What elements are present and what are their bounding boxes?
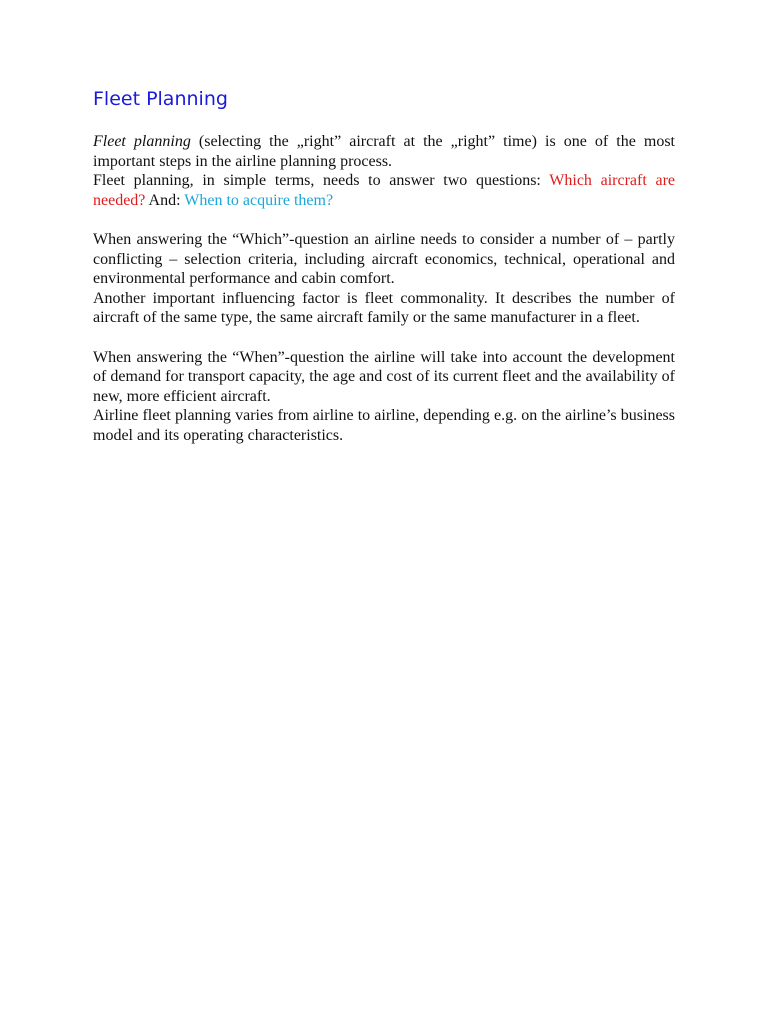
paragraph-intro-text: (selecting the „right” aircraft at the „right” time) is one of the most important steps in the airline planning process. — [93, 133, 676, 170]
paragraph-questions — [93, 171, 675, 210]
paragraph-gap — [93, 328, 675, 348]
question-when: When to acquire them? — [184, 191, 334, 209]
paragraph-when-question: When answering the “When”-question the airline will take into account the development of demand for transport capacity, the age and cost of its current fleet and the availability of new, more efficient aircraft. — [93, 348, 675, 405]
question-connector: And: — [145, 191, 185, 209]
page-title: Fleet Planning — [93, 88, 228, 110]
paragraph-intro — [93, 132, 675, 171]
paragraph-gap — [93, 210, 675, 230]
question-which: Which aircraft are needed? — [93, 172, 675, 209]
paragraph-questions-text: Fleet planning, in simple terms, needs to answer two questions: — [93, 172, 550, 190]
paragraph-which-question: When answering the “Which”-question an airline needs to consider a number of – partly conflicting – selection criteria, including aircraft economics, technical, operational and environmental performance and cabin comfort. — [93, 230, 675, 288]
paragraph-commonality: Another important influencing factor is fleet commonality. It describes the number of aircraft of the same type, the same aircraft family or the same manufacturer in a fleet. — [93, 289, 675, 327]
document-body — [93, 132, 675, 446]
italic-term: Fleet planning — [93, 133, 191, 150]
paragraph-conclusion: Airline fleet planning varies from airline to airline, depending e.g. on the airline’s business model and its operating characteristics. — [93, 407, 675, 444]
